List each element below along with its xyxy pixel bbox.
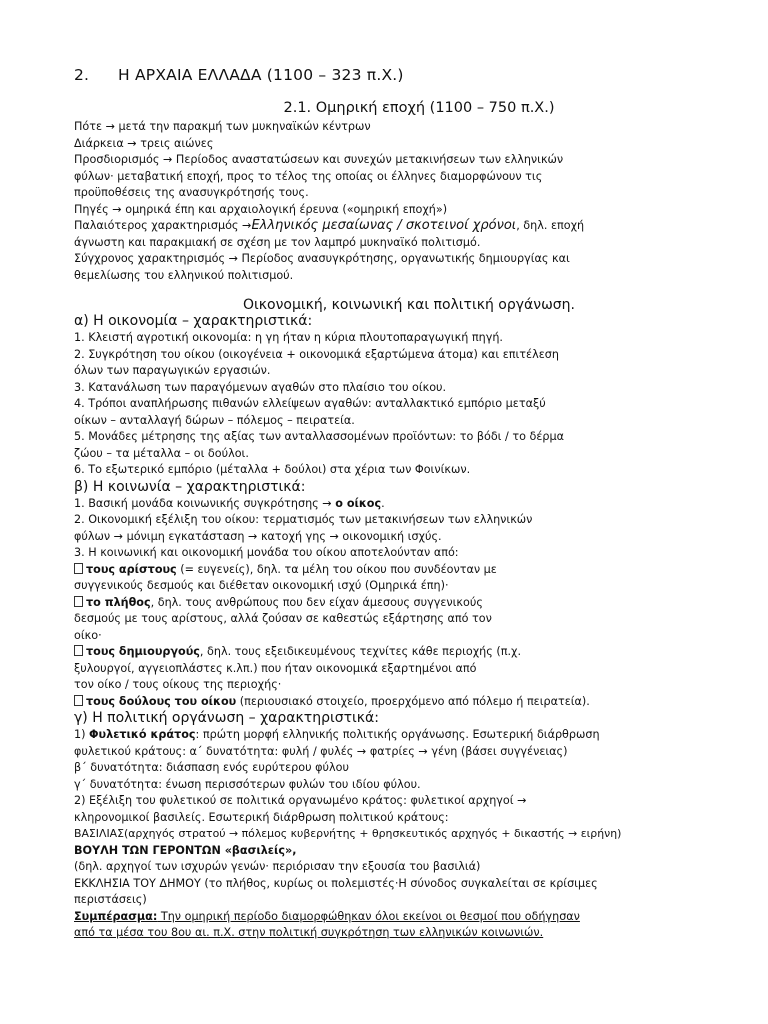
organization-section-title: Οικονομική, κοινωνική και πολιτική οργάνωση. <box>243 297 575 313</box>
palaioteros-italic: Ελληνικός μεσαίωνας / σκοτεινοί χρόνοι <box>251 218 517 233</box>
intro-sygxronos-1: Σύγχρονος χαρακτηρισμός → Περίοδος ανασυγκρότησης, οργανωτικής δημιουργίας και <box>74 252 570 265</box>
society-line-3: φύλων → μόνιμη εγκατάσταση → κατοχή γης → οικονομική ισχύς. <box>74 529 442 543</box>
society-l1-end: . <box>381 496 385 510</box>
economy-line: 2. Συγκρότηση του οίκου (οικογένεια + οικονομικά εξαρτώμενα άτομα) και επιτέλεση <box>74 347 559 361</box>
society-line-1 <box>74 496 714 513</box>
society-plithos <box>74 595 714 612</box>
society-aristoi <box>74 562 714 579</box>
politics-line-3: β΄ δυνατότητα: διάσπαση ενός ευρύτερου φύλου <box>74 761 349 774</box>
society-plithos-3: οίκο· <box>74 628 102 642</box>
box-bullet-icon <box>74 695 83 706</box>
intro-sygxronos-2: θεμελίωσης του ελληνικού πολιτισμού. <box>74 268 294 282</box>
conclusion-line-2: από τα μέσα του 8ου αι. π.Χ. στην πολιτική συγκρότηση των ελληνικών κοινωνιών. <box>74 926 544 939</box>
society-dimiourgoi <box>74 644 714 661</box>
dimiourgoi-term: τους δημιουργούς <box>86 645 200 658</box>
douloi-text: (περιουσιακό στοιχείο, προερχόμενο από πόλεμο ή πειρατεία). <box>236 694 590 708</box>
document-page <box>74 66 714 942</box>
society-l1-text: 1. Βασική μονάδα κοινωνικής συγκρότησης → <box>74 496 332 510</box>
chapter-title: Η ΑΡΧΑΙΑ ΕΛΛΑΔΑ (1100 – 323 π.Χ.) <box>118 66 404 84</box>
intro-diarkeia: Διάρκεια → τρεις αιώνες <box>74 136 214 150</box>
box-bullet-icon <box>74 563 83 574</box>
politics-l1-text: : πρώτη μορφή ελληνικής πολιτικής οργάνωσης. Εσωτερική διάρθρωση <box>195 728 600 741</box>
chapter-number: 2. <box>74 66 90 84</box>
politics-line-1 <box>74 727 714 744</box>
intro-pote: Πότε → μετά την παρακμή των μυκηναϊκών κέντρων <box>74 120 371 133</box>
intro-piges: Πηγές → ομηρικά έπη και αρχαιολογική έρευνα («ομηρική εποχή») <box>74 202 448 216</box>
society-douloi <box>74 694 714 711</box>
economy-line: 3. Κατανάλωση των παραγόμενων αγαθών στο πλαίσιο του οίκου. <box>74 380 447 394</box>
economy-line: ζώου – τα μέταλλα – οι δούλοι. <box>74 446 249 460</box>
plithos-text: , δηλ. τους ανθρώπους που δεν είχαν άμεσους συγγενικούς <box>150 595 483 609</box>
politics-line-6: κληρονομικοί βασιλείς. Εσωτερική διάρθρωση πολιτικού κράτους: <box>74 810 449 824</box>
politics-line-2: φυλετικού κράτους: α΄ δυνατότητα: φυλή / φυλές → φατρίες → γένη (βάσει συγγένειας) <box>74 744 568 758</box>
chapter-heading <box>74 66 714 84</box>
politics-line-5: 2) Εξέλιξη του φυλετικού σε πολιτικά οργανωμένο κράτος: φυλετικοί αρχηγοί → <box>74 794 527 807</box>
politics-line-9: (δηλ. αρχηγοί των ισχυρών γενών· περιόρισαν την εξουσία του βασιλιά) <box>74 860 481 873</box>
conclusion-label: Συμπέρασμα: <box>74 909 158 923</box>
intro-prosdiorismos-2: φύλων· μεταβατική εποχή, προς το τέλος της οποίας οι έλληνες διαμορφώνουν τις <box>74 169 543 183</box>
box-bullet-icon <box>74 596 83 607</box>
politics-line-8: ΒΟΥΛΗ ΤΩΝ ΓΕΡΟΝΤΩΝ «βασιλείς», <box>74 843 297 857</box>
politics-line-11: περιστάσεις) <box>74 893 147 906</box>
politics-l1-num: 1) <box>74 728 86 741</box>
economy-line: 5. Μονάδες μέτρησης της αξίας των ανταλλασσομένων προϊόντων: το βόδι / το δέρμα <box>74 430 564 443</box>
intro-palaioteros-2: άγνωστη και παρακμιακή σε σχέση με τον λαμπρό μυκηναϊκό πολιτισμό. <box>74 235 481 249</box>
economy-line: 1. Κλειστή αγροτική οικονομία: η γη ήταν η κύρια πλουτοπαραγωγική πηγή. <box>74 331 503 344</box>
economy-title: α) Η οικονομία – χαρακτηριστικά: <box>74 313 313 329</box>
oikos-term: ο οίκος <box>335 496 382 510</box>
economy-line: οίκων – ανταλλαγή δώρων – πόλεμος – πειρατεία. <box>74 413 355 427</box>
palaioteros-label: Παλαιότερος χαρακτηρισμός → <box>74 219 252 232</box>
aristoi-term: τους αρίστους <box>86 562 177 576</box>
society-dimiourgoi-2: ξυλουργοί, αγγειοπλάστες κ.λπ.) που ήταν οικονομικά εξαρτημένοι από <box>74 661 477 675</box>
aristoi-text: (= ευγενείς), δηλ. τα μέλη του οίκου που συνδέονταν με <box>176 562 497 576</box>
intro-prosdiorismos-1: Προσδιορισμός → Περίοδος αναστατώσεων και συνεχών μετακινήσεων των ελληνικών <box>74 153 564 166</box>
society-title: β) Η κοινωνία – χαρακτηριστικά: <box>74 478 306 495</box>
section-subheading: 2.1. Ομηρική εποχή (1100 – 750 π.Χ.) <box>283 100 555 116</box>
conclusion-text-1: Την ομηρική περίοδο διαμορφώθηκαν όλοι εκείνοι οι θεσμοί που οδήγησαν <box>157 909 580 923</box>
plithos-term: το πλήθος <box>86 595 151 609</box>
society-line-4: 3. Η κοινωνική και οικονομική μονάδα του οίκου αποτελούνταν από: <box>74 546 459 559</box>
economy-line: 6. Το εξωτερικό εμπόριο (μέταλλα + δούλοι) στα χέρια των Φοινίκων. <box>74 463 471 476</box>
society-dimiourgoi-3: τον οίκο / τους οίκους της περιοχής· <box>74 678 282 691</box>
conclusion-line-1 <box>74 909 714 926</box>
intro-palaioteros <box>74 218 714 235</box>
box-bullet-icon <box>74 645 83 656</box>
dimiourgoi-text: , δηλ. τους εξειδικευμένους τεχνίτες κάθε περιοχής (π.χ. <box>199 645 522 658</box>
politics-title: γ) Η πολιτική οργάνωση – χαρακτηριστικά: <box>74 710 379 726</box>
intro-prosdiorismos-3: προϋποθέσεις της ανασυγκρότησής τους. <box>74 186 309 199</box>
politics-line-4: γ΄ δυνατότητα: ένωση περισσότερων φυλών του ιδίου φύλου. <box>74 777 421 791</box>
society-line-2: 2. Οικονομική εξέλιξη του οίκου: τερματισμός των μετακινήσεων των ελληνικών <box>74 513 533 526</box>
economy-line: όλων των παραγωγικών εργασιών. <box>74 364 271 377</box>
politics-line-10: ΕΚΚΛΗΣΙΑ ΤΟΥ ΔΗΜΟΥ (το πλήθος, κυρίως οι πολεμιστές·Η σύνοδος συγκαλείται σε κρίσιμες <box>74 876 598 890</box>
society-plithos-2: δεσμούς με τους αρίστους, αλλά ζούσαν σε καθεστώς εξάρτησης από τον <box>74 612 492 625</box>
economy-line: 4. Τρόποι αναπλήρωσης πιθανών ελλείψεων αγαθών: ανταλλακτικό εμπόριο μεταξύ <box>74 397 546 410</box>
douloi-term: τους δούλους του οίκου <box>86 694 237 708</box>
society-aristoi-2: συγγενικούς δεσμούς και διέθεταν οικονομική ισχύ (Ομηρικά έπη)· <box>74 579 449 592</box>
palaioteros-tail: , δηλ. εποχή <box>516 219 585 232</box>
fyletiko-kratos-term: Φυλετικό κράτος <box>89 728 196 741</box>
politics-line-7: ΒΑΣΙΛΙΑΣ(αρχηγός στρατού → πόλεμος κυβερνήτης + θρησκευτικός αρχηγός + δικαστής → ειρήνη) <box>74 827 622 840</box>
